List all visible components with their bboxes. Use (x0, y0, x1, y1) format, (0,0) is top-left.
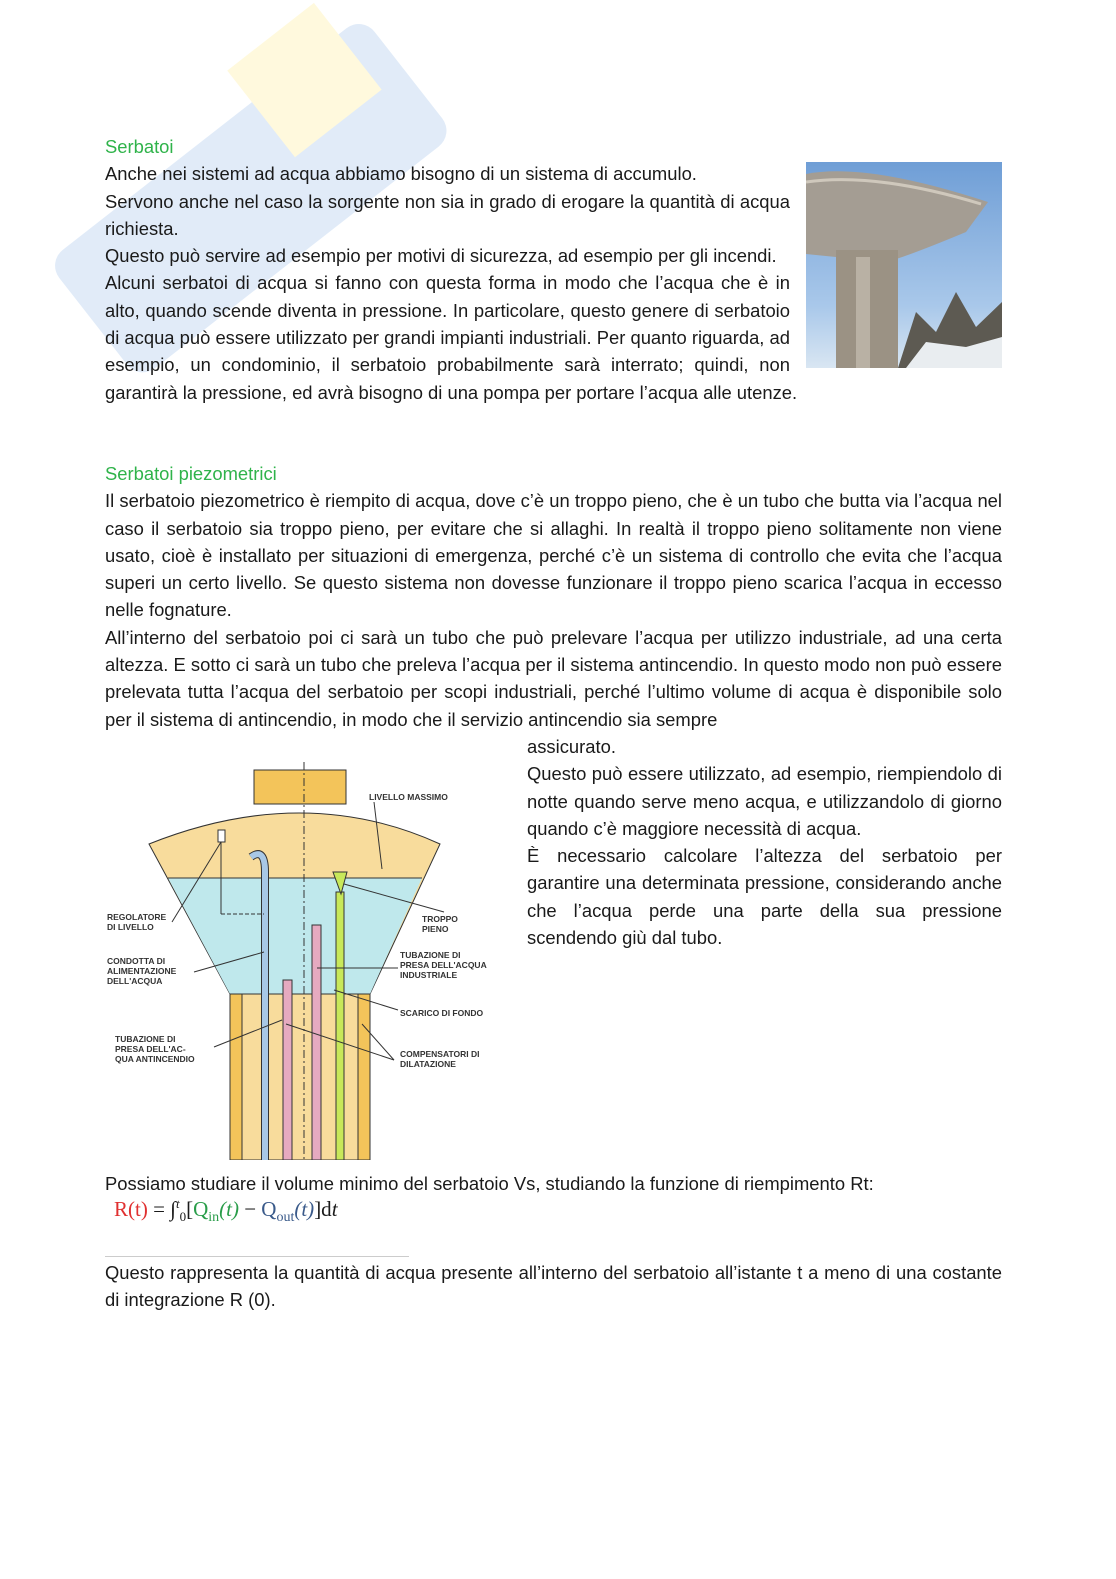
formula-eq: = ∫ (147, 1197, 176, 1221)
formula-dt: t (331, 1197, 338, 1221)
paragraph: Alcuni serbatoi di acqua si fanno con questa forma in modo che l’acqua che è in alto, quando scende diventa in pressione. In particolare, questo genere di serbatoio di acqua può essere utilizzato per grandi impianti industriali. Per quanto riguarda, ad esempio, un condominio, il serbatoio probabilmente sarà interrato; quindi, non garantirà la pressione, ed avrà bisogno di una pompa per portare l’acqua alle utenze. (105, 272, 798, 403)
label-tubazione-industriale: INDUSTRIALE (400, 970, 458, 980)
formula-qin: Q (193, 1197, 209, 1221)
label-regolatore: REGOLATORE (107, 912, 167, 922)
formula-underline (105, 1256, 409, 1257)
formula-close: ]d (314, 1197, 332, 1221)
label-livello-massimo: LIVELLO MASSIMO (369, 792, 448, 802)
paragraph: È necessario calcolare l’altezza del serbatoio per garantire una determinata pressione, considerando anche che l’acqua perde una parte della sua pressione scendendo giù dal tubo. (527, 845, 1002, 949)
label-tubazione-industriale: PRESA DELL'ACQUA (400, 960, 487, 970)
section-heading: Serbatoi (105, 136, 174, 157)
paragraph: Anche nei sistemi ad acqua abbiamo bisogno di un sistema di accumulo. (105, 163, 697, 185)
formula-lower: 0 (179, 1209, 187, 1225)
section-heading: Serbatoi piezometrici (105, 463, 277, 484)
water-tower-photo (806, 162, 1002, 368)
formula-lhs: R(t) (114, 1197, 148, 1221)
paragraph: All’interno del serbatoio poi ci sarà un tubo che può prelevare l’acqua per utilizzo industriale, ad una certa altezza. E sotto ci sarà un tubo che preleva l’acqua per il sistema antincendio. In questo modo non può essere prelevata tutta l’acqua del serbatoio per scopi industriali, perché l’ultimo volume di acqua è disponibile solo per il sistema di antincendio, in modo che il servizio antincendio sia sempre (105, 626, 1002, 730)
formula-upper: t (175, 1196, 180, 1211)
label-tubazione-antincendio: QUA ANTINCENDIO (115, 1054, 195, 1064)
formula-qin-arg: (t) (219, 1197, 239, 1221)
label-tubazione-antincendio: PRESA DELL'AC- (115, 1044, 186, 1054)
paragraph: Servono anche nel caso la sorgente non sia in grado di erogare la quantità di acqua richiesta. (105, 190, 790, 239)
formula-qin-sub: in (208, 1210, 220, 1226)
label-condotta: CONDOTTA DI (107, 956, 166, 966)
formula-qout-arg: (t) (294, 1197, 315, 1221)
label-condotta: ALIMENTAZIONE (107, 966, 177, 976)
label-tubazione-antincendio: TUBAZIONE DI (115, 1034, 176, 1044)
label-troppo-pieno: PIENO (422, 924, 449, 934)
label-tubazione-industriale: TUBAZIONE DI (400, 950, 461, 960)
formula-minus: − (238, 1197, 262, 1221)
label-scarico-fondo: SCARICO DI FONDO (400, 1008, 484, 1018)
paragraph: assicurato. (527, 736, 616, 757)
formula-qout: Q (261, 1197, 277, 1221)
label-compensatori: COMPENSATORI DI (400, 1049, 480, 1059)
paragraph: Questo può servire ad esempio per motivi di sicurezza, ad esempio per gli incendi. (105, 245, 777, 267)
side-text (527, 733, 1002, 951)
label-troppo-pieno: TROPPO (422, 914, 458, 924)
conclusion-paragraph: Questo rappresenta la quantità di acqua presente all’interno del serbatoio all’istante t a meno di una costante di integrazione R (0). (105, 1262, 1002, 1311)
integral-formula (114, 1196, 338, 1226)
label-compensatori: DILATAZIONE (400, 1059, 456, 1069)
paragraph: Il serbatoio piezometrico è riempito di acqua, dove c’è un troppo pieno, che è un tubo che butta via l’acqua nel caso il serbatoio sia troppo pieno, per evitare che si allaghi. In realtà il troppo pieno solitamente non viene usato, cioè è installato per situazioni di emergenza, perché c’è un sistema di controllo che evita che l’acqua superi un certo livello. Se questo sistema non dovesse funzionare il troppo pieno scarica l’acqua in eccesso nelle fognature. (105, 490, 1002, 621)
formula-open: [ (186, 1197, 194, 1221)
formula-qout-sub: out (276, 1210, 295, 1226)
formula-intro: Possiamo studiare il volume minimo del serbatoio Vs, studiando la funzione di riempimento Rt: (105, 1173, 874, 1194)
paragraph: Questo può essere utilizzato, ad esempio, riempiendolo di notte quando serve meno acqua, e utilizzandolo di giorno quando c’è maggiore necessità di acqua. (527, 763, 1002, 839)
label-condotta: DELL'ACQUA (107, 976, 163, 986)
piezometric-tank-diagram (104, 762, 510, 1160)
label-regolatore: DI LIVELLO (107, 922, 154, 932)
section-serbatoi (105, 133, 1002, 406)
section-serbatoi-piezometrici (105, 460, 1002, 733)
